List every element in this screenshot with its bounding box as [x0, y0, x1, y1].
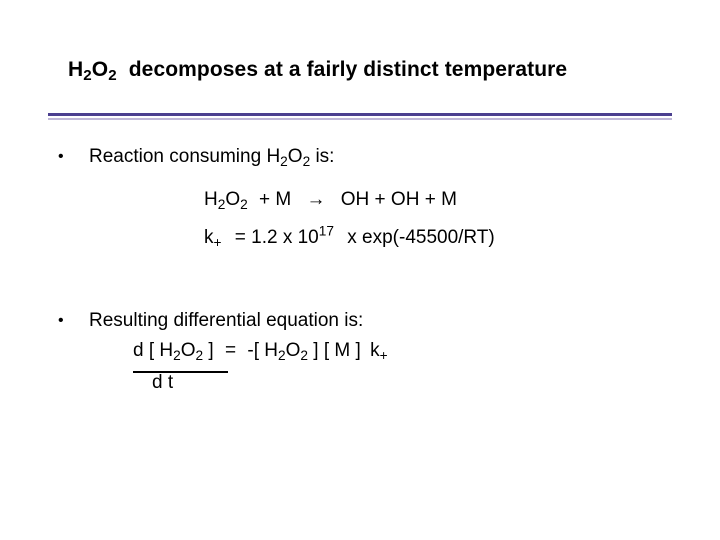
bullet-2-marker: • — [58, 312, 64, 329]
rate-constant: $k_+ = 1.2$ x $10^{17}$ x exp(-45500/RT) — [204, 223, 495, 250]
reaction-equation: $H_2O_2 + M$ → OH + OH + M — [204, 189, 457, 212]
title-species: $H_2O_2$ — [68, 58, 117, 85]
bullet-1-text: Reaction consuming $H_2O_2$ is: — [89, 146, 335, 169]
title-text: decomposes at a fairly distinct temperature — [128, 58, 568, 81]
differential-equation: d [ $H_2O_2$ ] = -[ $H_2O_2$ ] [ M ] $k_+$ — [133, 340, 388, 363]
title-divider — [48, 113, 672, 116]
bullet-1-marker: • — [58, 148, 64, 165]
bullet-2-text: Resulting differential equation is: — [89, 310, 364, 331]
slide-title — [68, 58, 568, 85]
title-divider-shadow — [48, 118, 672, 120]
reaction-arrow: → — [306, 189, 326, 210]
fraction-denominator: d t — [152, 372, 174, 393]
fraction-bar — [133, 371, 228, 373]
products: OH + OH + M — [340, 189, 457, 210]
reactant: $H_2O_2$ — [204, 189, 248, 212]
